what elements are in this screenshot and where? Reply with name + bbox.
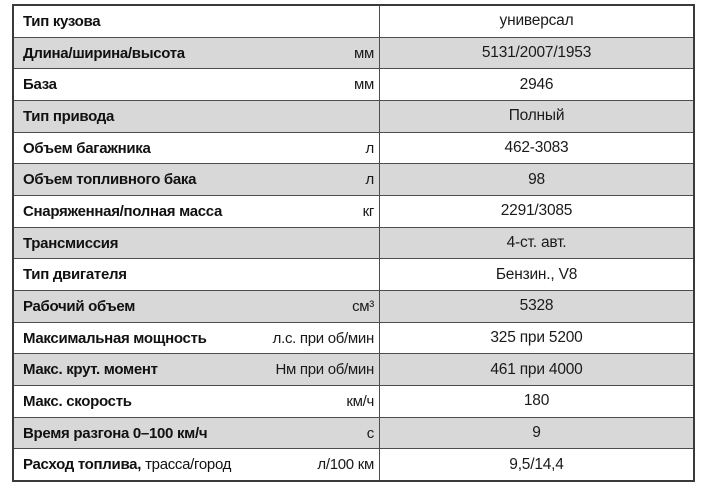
parameter-label: Тип кузова — [23, 12, 101, 30]
unit-label: км/ч — [346, 392, 374, 410]
parameter-cell — [14, 259, 380, 290]
parameter-cell — [14, 354, 380, 385]
value-text: 461 при 4000 — [490, 360, 583, 378]
table-row — [14, 101, 693, 133]
parameter-cell — [14, 164, 380, 195]
unit-label: мм — [353, 76, 374, 94]
value-text: 9 — [532, 424, 541, 442]
value-text: 2946 — [519, 75, 554, 93]
value-text: 2291/3085 — [500, 202, 573, 220]
value-cell — [380, 164, 693, 195]
value-cell — [380, 323, 693, 354]
table-row — [14, 291, 693, 323]
parameter-cell — [14, 38, 380, 69]
table-row — [14, 133, 693, 165]
parameter-cell — [14, 449, 380, 480]
parameter-label: Снаряженная/полная масса — [23, 202, 223, 220]
parameter-label: Расход топлива, — [23, 456, 142, 474]
table-row — [14, 386, 693, 418]
value-text: 462-3083 — [504, 139, 569, 157]
parameter-label: Тип двигателя — [23, 266, 127, 284]
parameter-label: Объем топливного бака — [23, 171, 197, 189]
vehicle-spec-table — [12, 4, 695, 482]
value-cell — [380, 449, 693, 480]
unit-label: л — [365, 171, 374, 189]
unit-label: с — [366, 424, 374, 442]
unit-label: Нм при об/мин — [275, 361, 374, 379]
value-text: 325 при 5200 — [490, 329, 583, 347]
value-cell — [380, 291, 693, 322]
value-cell — [380, 196, 693, 227]
parameter-label-suffix: трасса/город — [145, 456, 232, 474]
value-cell — [380, 259, 693, 290]
parameter-label: Время разгона 0–100 км/ч — [23, 424, 208, 442]
table-row — [14, 69, 693, 101]
parameter-label: Длина/ширина/высота — [23, 44, 185, 62]
parameter-label: Трансмиссия — [23, 234, 119, 252]
unit-label: кг — [362, 202, 374, 220]
parameter-cell — [14, 6, 380, 37]
parameter-label: База — [23, 76, 57, 94]
value-text: 9,5/14,4 — [509, 455, 564, 473]
table-row — [14, 164, 693, 196]
table-row — [14, 418, 693, 450]
parameter-cell — [14, 386, 380, 417]
value-text: Бензин., V8 — [495, 265, 578, 283]
value-cell — [380, 354, 693, 385]
parameter-label: Объем багажника — [23, 139, 151, 157]
table-row — [14, 449, 693, 480]
parameter-cell — [14, 228, 380, 259]
parameter-label: Максимальная мощность — [23, 329, 207, 347]
unit-label: л/100 км — [317, 456, 374, 474]
value-text: 5131/2007/1953 — [481, 44, 592, 61]
parameter-cell — [14, 196, 380, 227]
unit-label: мм — [353, 44, 374, 62]
value-text: 4-ст. авт. — [506, 234, 567, 252]
value-cell — [380, 6, 693, 37]
value-cell — [380, 101, 693, 132]
parameter-label: Тип привода — [23, 107, 115, 125]
parameter-cell — [14, 291, 380, 322]
value-text: Полный — [508, 107, 565, 125]
parameter-cell — [14, 133, 380, 164]
value-cell — [380, 228, 693, 259]
unit-label: л.с. при об/мин — [272, 329, 374, 347]
parameter-cell — [14, 323, 380, 354]
value-cell — [380, 133, 693, 164]
parameter-cell — [14, 418, 380, 449]
parameter-label: Макс. скорость — [23, 392, 132, 410]
value-text: универсал — [499, 12, 574, 30]
value-text: 98 — [528, 170, 545, 188]
parameter-label: Макс. крут. момент — [23, 361, 158, 379]
table-row — [14, 38, 693, 70]
value-cell — [380, 38, 693, 69]
parameter-label: Рабочий объем — [23, 297, 136, 315]
table-row — [14, 228, 693, 260]
table-row — [14, 6, 693, 38]
value-cell — [380, 69, 693, 100]
value-cell — [380, 386, 693, 417]
table-row — [14, 259, 693, 291]
table-row — [14, 354, 693, 386]
unit-label: см³ — [352, 297, 374, 315]
value-cell — [380, 418, 693, 449]
table-row — [14, 196, 693, 228]
value-text: 5328 — [519, 297, 554, 315]
value-text: 180 — [523, 392, 550, 410]
parameter-cell — [14, 69, 380, 100]
unit-label: л — [365, 139, 374, 157]
parameter-cell — [14, 101, 380, 132]
table-row — [14, 323, 693, 355]
